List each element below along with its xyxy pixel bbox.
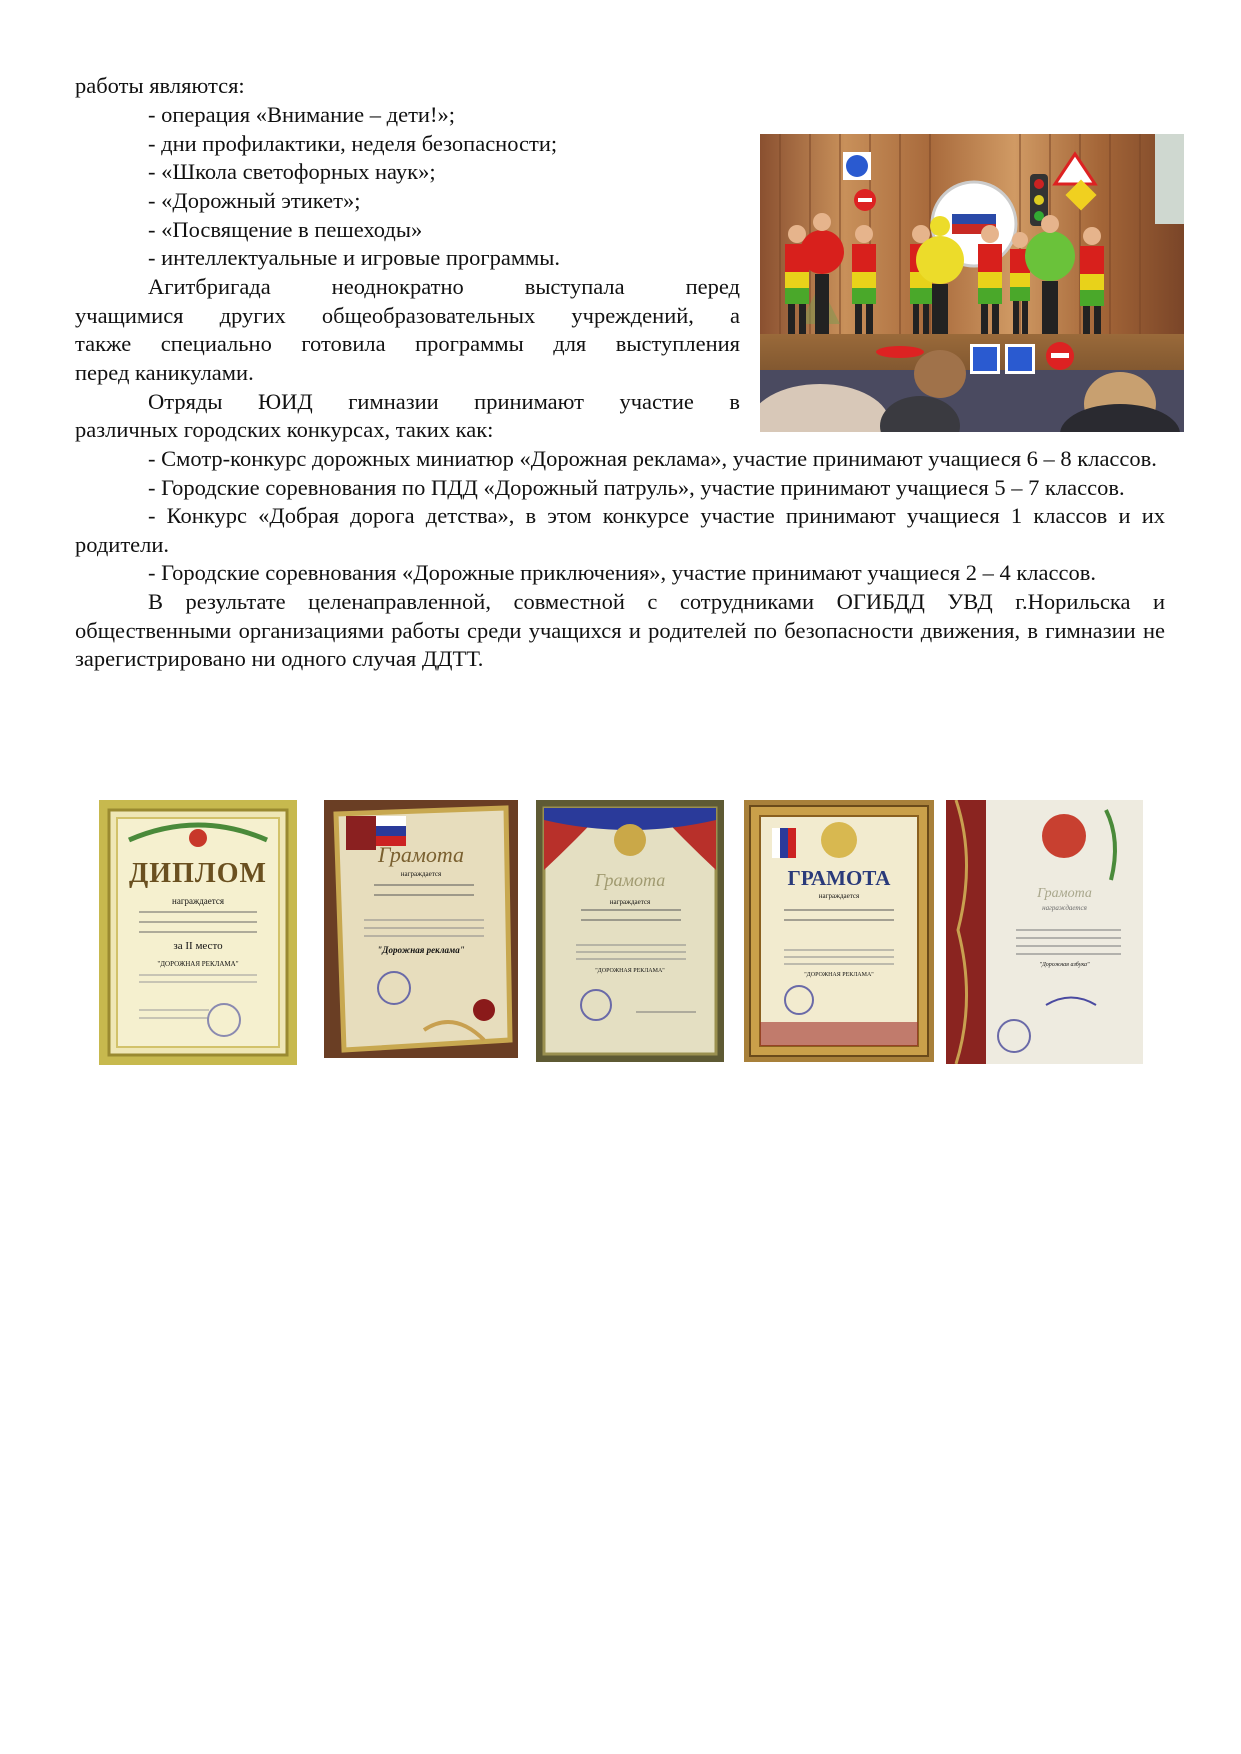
certificate-subtitle: награждается [609, 898, 651, 906]
certificate-subtitle: награждается [172, 896, 224, 906]
certificate-title: Грамота [377, 842, 465, 867]
stage-performance-photo [760, 134, 1184, 432]
certificate-title: Грамота [1037, 886, 1092, 901]
certificate-contest: "ДОРОЖНАЯ РЕКЛАМА" [595, 968, 665, 974]
list-item: - «Дорожный этикет»; [148, 188, 361, 213]
certificate-gramota-2 [536, 800, 724, 1062]
contest-item: - Конкурс «Добрая дорога детства», в этом конкурсе участие принимают учащиеся 1 классов и их родители. [75, 503, 1165, 557]
certificate-subtitle: награждается [1042, 904, 1087, 912]
certificate-contest: "ДОРОЖНАЯ РЕКЛАМА" [157, 960, 239, 968]
certificate-title: ГРАМОТА [787, 866, 891, 890]
certificate-place: за II место [173, 940, 223, 952]
list-item: - «Посвящение в пешеходы» [148, 217, 423, 242]
certificate-image [946, 800, 1143, 1064]
conclusion-paragraph: В результате целенаправленной, совместной с сотрудниками ОГИБДД УВД г.Норильска и общественными организациями работы среди учащихся и родителей по безопасности движения, в гимназии не зарегистрировано ни одного случая ДДТТ. [75, 588, 1165, 672]
contests-block [75, 445, 1165, 674]
certificate-diploma [99, 800, 297, 1065]
list-item: - «Школа светофорных наук»; [148, 159, 436, 184]
agit-line: Агитбригада неоднократно выступала перед [148, 274, 740, 299]
certificate-subtitle: награждается [400, 870, 442, 878]
certificate-gramota-3 [744, 800, 934, 1062]
otryady-line: Отряды ЮИД гимназии принимают участие в [148, 389, 740, 414]
certificate-subtitle: награждается [818, 892, 860, 900]
stage-photo-image [760, 134, 1184, 432]
contest-item: - Городские соревнования «Дорожные приключения», участие принимают учащиеся 2 – 4 классов. [148, 560, 1096, 586]
certificate-contest: "Дорожная реклама" [377, 945, 465, 955]
contest-item: - Городские соревнования по ПДД «Дорожный патруль», участие принимают учащиеся 5 – 7 классов. [148, 474, 1125, 500]
agit-line-last: перед каникулами. [75, 360, 254, 385]
certificate-contest: "ДОРОЖНАЯ РЕКЛАМА" [804, 972, 874, 978]
certificate-image [324, 800, 518, 1058]
list-item: - операция «Внимание – дети!»; [148, 102, 455, 127]
intro-line: работы являются: [75, 73, 245, 98]
certificate-gramota-1 [324, 800, 518, 1058]
list-item: - интеллектуальные и игровые программы. [148, 245, 561, 270]
contest-item: - Смотр-конкурс дорожных миниатюр «Дорожная реклама», участие принимают учащиеся 6 – 8 классов. [148, 446, 1157, 471]
certificate-gramota-4 [946, 800, 1143, 1064]
agit-line: также специально готовила программы для выступления [75, 331, 740, 356]
certificate-title: ДИПЛОМ [129, 858, 267, 889]
certificate-image [744, 800, 934, 1062]
certificate-image [99, 800, 297, 1065]
agit-line: учащимися других общеобразовательных учреждений, а [75, 303, 740, 328]
list-item: - дни профилактики, неделя безопасности; [148, 131, 558, 156]
certificate-contest: "Дорожная азбука" [1039, 962, 1090, 968]
certificate-title: Грамота [594, 870, 666, 890]
otryady-line: различных городских конкурсах, таких как: [75, 417, 494, 442]
certificate-image [536, 800, 724, 1062]
